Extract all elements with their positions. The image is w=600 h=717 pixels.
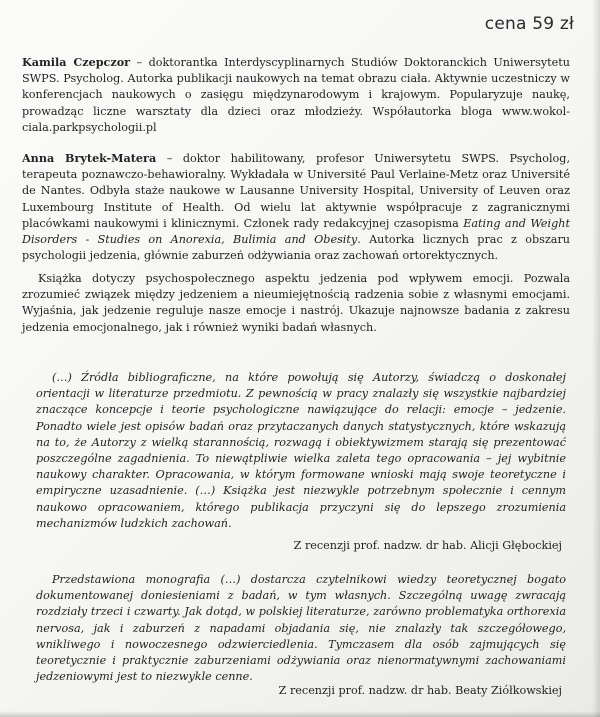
book-description: Książka dotyczy psychospołecznego aspektu jedzenia pod wpływem emocji. Pozwala zrozumieć związek między jedzeniem a nieumiejętnością radzenia sobie z własnymi emocjami. Wyjaśnia, jak jedzenie reguluje nasze emocje i nastrój. Ukazuje najnowsze badania z zakresu jedzenia emocjonalnego, jak i również wyniki badań własnych. [22,272,570,334]
author-bio-text-end: . Autorka licznych prac z obszaru psychologii jedzenia, głównie zaburzeń odżywiania oraz zachowań ortorektycznych. [22,233,570,263]
author-bio-text: – doktor habilitowany, profesor Uniwersytetu SWPS. Psycholog, terapeuta poznawczo-behawioralny. Wykładała w Université Paul Verlaine-Metz oraz Université de Nantes. Odbyła staże naukowe w Lausanne University Hospital, University of Leuven oraz Luxembourg Institute of Health. Od wielu lat aktywnie współpracuje z zagranicznymi placówkami naukowymi i klinicznymi. Członek rady redakcyjnej czasopisma [22,152,571,230]
price-label: cena 59 zł [484,14,574,34]
page-bottom-shadow [0,711,600,717]
author-bio-czepczor [22,54,570,136]
author-bio-text: – doktorantka Interdyscyplinarnych Studiów Doktoranckich Uniwersytetu SWPS. Psycholog. Autorka publikacji naukowych na temat obrazu ciała. Aktywnie uczestniczy w konferencjach naukowych o zasięgu międzynarodowym i krajowym. Popularyzuje naukę, prowadząc liczne warsztaty dla dzieci oraz młodzieży. Współautorka bloga www.wokol-ciala.parkpsychologii.pl [22,56,570,134]
author-name: Kamila Czepczor [22,55,131,69]
review-quote-glebocka: (…) Źródła bibliograficzne, na które powołują się Autorzy, świadczą o doskonałej orientacji w literaturze przedmiotu. Z pewnością w pracy znalazły się wszystkie najbardziej znaczące koncepcje i teorie psychologiczne nawiązujące do relacji: emocje – jedzenie. Ponadto wiele jest opisów badań oraz przytaczanych danych statystycznych, które wskazują na to, że Autorzy z wielką starannością, rozwagą i obiektywizmem starają się prezentować poszczególne zagadnienia. To niewątpliwie wielka zaleta tego opracowania – jej wybitnie naukowy charakter. Opracowania, w którym formowane wnioski mają swoje teoretyczne i empiryczne uzasadnienie. (…) Książka jest niezwykle potrzebnym społecznie i cennym naukowo opracowaniem, którego publikacja przyczyni się do lepszego zrozumienia mechanizmów ludzkich zachowań. [36,371,566,530]
author-bio-brytek-matera [22,150,570,264]
review-quote-ziolkowska: Przedstawiona monografia (…) dostarcza czytelnikowi wiedzy teoretycznej bogato dokumentowanej doniesieniami z badań, w tym własnych. Szczególną uwagę zwracają rozdziały trzeci i czwarty. Jak dotąd, w polskiej literaturze, zarówno problematyka orthorexia nervosa, jak i zaburzeń z napadami objadania się, nie znalazły tak szczegółowego, wnikliwego i nowoczesnego odzwierciedlenia. Tymczasem dla osób zajmujących się teoretycznie i praktycznie zaburzeniami odżywiania oraz nienormatywnymi zachowaniami jedzeniowymi jest to niezwykle cenne. [36,573,566,684]
author-name: Anna Brytek-Matera [22,151,157,165]
page-edge-shadow [592,0,600,717]
review-attribution-glebocka: Z recenzji prof. nadzw. dr hab. Alicji Głębockiej [293,539,562,552]
journal-title: Eating and Weight Disorders - Studies on Anorexia, Bulimia and Obesity [22,216,570,247]
review-attribution-ziolkowska: Z recenzji prof. nadzw. dr hab. Beaty Ziółkowskiej [278,684,562,697]
